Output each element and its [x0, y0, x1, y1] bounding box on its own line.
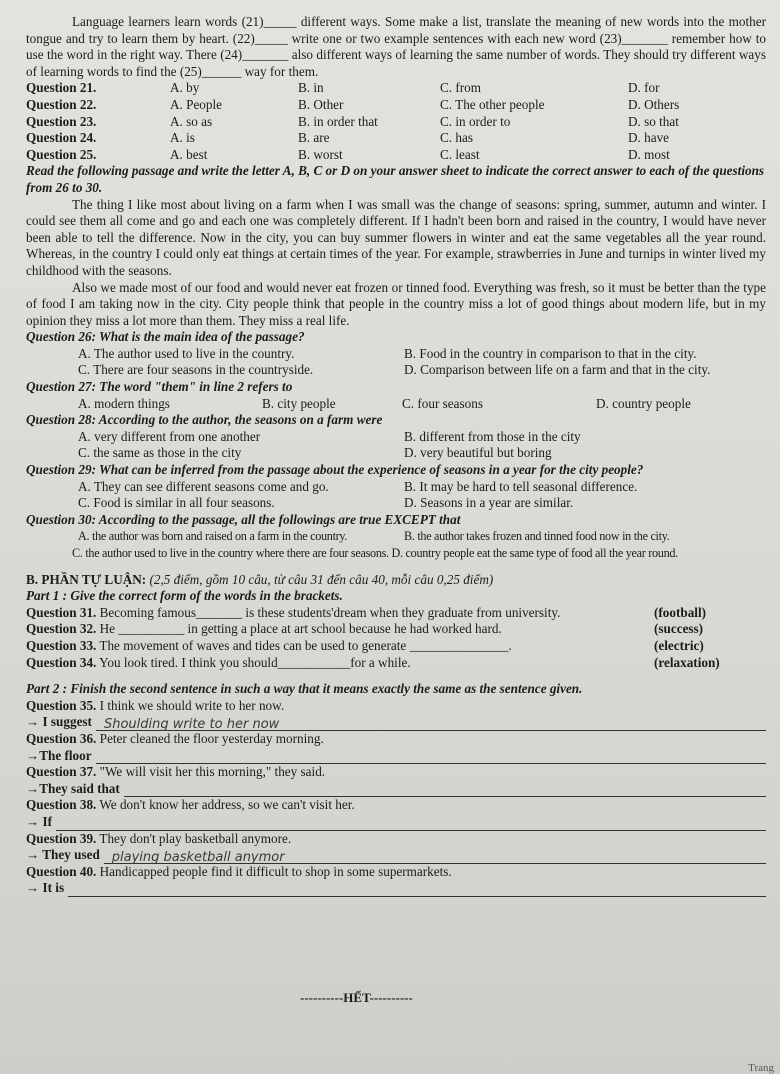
option-d[interactable]: D. Others: [628, 96, 680, 112]
option-d[interactable]: D. so that: [628, 113, 679, 129]
question-text: Handicapped people find it difficult to shop in some supermarkets.: [99, 863, 452, 879]
question-label: Question 33.: [26, 637, 97, 653]
question-label: Question 37.: [26, 764, 97, 780]
mcq-row: [26, 97, 766, 114]
root-word: (electric): [654, 637, 704, 653]
root-word: (success): [654, 621, 704, 637]
question-28-options-row1: [26, 429, 766, 446]
q28-option-b[interactable]: B. different from those in the city: [404, 428, 581, 444]
option-d[interactable]: D. have: [628, 130, 670, 146]
answer-prompt: → It is: [26, 880, 65, 896]
option-a[interactable]: A. so as: [170, 113, 213, 129]
rewrite-question: [26, 764, 766, 781]
mcq-row: [26, 130, 766, 147]
q28-option-d[interactable]: D. very beautiful but boring: [404, 445, 552, 461]
answer-prompt: → I suggest: [26, 714, 92, 730]
word-form-block: [26, 605, 766, 671]
part1-title: Part 1 : Give the correct form of the words in the brackets.: [26, 588, 343, 604]
word-form-question: [26, 655, 654, 672]
question-text: I think we should write to her now.: [99, 697, 285, 713]
answer-input-line[interactable]: [104, 849, 766, 864]
answer-line-row: [26, 814, 766, 831]
spacer: [26, 562, 766, 572]
question-label: Question 36.: [26, 730, 97, 746]
mcq-row: [26, 114, 766, 131]
section-b-note: (2,5 điểm, gồm 10 câu, từ câu 31 đến câu 40, mỗi câu 0,25 điểm): [149, 571, 494, 587]
section-b-heading: [26, 572, 766, 589]
section-b-title: B. PHẦN TỰ LUẬN:: [26, 571, 147, 587]
rewrite-block: [26, 698, 766, 897]
q29-option-a[interactable]: A. They can see different seasons come and go.: [78, 478, 329, 494]
q30-option-b[interactable]: B. the author takes frozen and tinned food now in the city.: [404, 529, 670, 544]
question-28-options-row2: [26, 445, 766, 462]
q26-option-d[interactable]: D. Comparison between life on a farm and that in the city.: [404, 362, 711, 378]
option-a[interactable]: A. is: [170, 130, 195, 146]
option-c[interactable]: C. has: [440, 130, 473, 146]
rewrite-question: [26, 797, 766, 814]
q26-option-a[interactable]: A. The author used to live in the country.: [78, 345, 295, 361]
option-c[interactable]: C. The other people: [440, 96, 545, 112]
question-29-options-row2: [26, 495, 766, 512]
option-b[interactable]: B. Other: [298, 96, 344, 112]
question-label: Question 35.: [26, 697, 97, 713]
q30-option-d[interactable]: D. country people eat the same type of food all the year round.: [391, 546, 678, 560]
passage-paragraph-2: Also we made most of our food and would never eat frozen or tinned food. Everything was fresh, so it must be better than the type of food I am taking now in the city. City people think that people in the country miss a lot of good things about modern life, but in my opinion they miss a lot more than them. They miss a real life.: [26, 279, 766, 328]
question-label: Question 32.: [26, 621, 97, 637]
q26-option-c[interactable]: C. There are four seasons in the countryside.: [78, 362, 314, 378]
mcq-row: [26, 147, 766, 164]
question-29-options-row1: [26, 479, 766, 496]
end-marker: ----------HẾT----------: [300, 990, 413, 1005]
question-26-options-row2: [26, 362, 766, 379]
cloze-passage: Language learners learn words (21)_____ different ways. Some make a list, translate the meaning of new words into the mother tongue and try to learn them by heart. (22)_____ write one or two example sentences with each new word (23)_______ remember how to use the word in the right way. There (24)_______ also different ways of learning the same number of words. They should try different ways of learning words to find the (25)______ way for them.: [26, 14, 766, 79]
option-b[interactable]: B. in order that: [298, 113, 378, 129]
handwritten-answer: Shoulding write to her now: [103, 716, 280, 732]
word-form-row: [26, 638, 766, 655]
option-b[interactable]: B. in: [298, 80, 324, 96]
option-a[interactable]: A. best: [170, 146, 208, 162]
question-text: Becoming famous_______ is these students'dream when they graduate from university.: [99, 604, 561, 620]
answer-prompt: →The floor: [26, 747, 92, 763]
answer-input-line[interactable]: [68, 882, 766, 897]
question-text: "We will visit her this morning," they said.: [99, 764, 326, 780]
option-b[interactable]: B. worst: [298, 146, 343, 162]
word-form-row: [26, 605, 766, 622]
question-text: You look tired. I think you should___________for a while.: [99, 654, 411, 670]
q29-option-d[interactable]: D. Seasons in a year are similar.: [404, 495, 574, 511]
question-26-options-row1: [26, 346, 766, 363]
q27-option-c[interactable]: C. four seasons: [402, 395, 483, 411]
answer-input-line[interactable]: [96, 716, 766, 731]
question-text: Peter cleaned the floor yesterday morning.: [99, 730, 324, 746]
q28-option-c[interactable]: C. the same as those in the city: [78, 445, 242, 461]
question-27-options: [26, 396, 766, 413]
spacer: [26, 671, 766, 681]
question-text: We don't know her address, so we can't visit her.: [99, 797, 355, 813]
word-form-question: [26, 638, 654, 655]
option-c[interactable]: C. least: [440, 146, 480, 162]
option-a[interactable]: A. People: [170, 96, 223, 112]
exam-content: [26, 14, 766, 897]
answer-prompt: → They used: [26, 847, 100, 863]
word-form-question: [26, 605, 654, 622]
question-label: Question 25.: [26, 146, 97, 162]
answer-prompt: →They said that: [26, 780, 120, 796]
answer-input-line[interactable]: [96, 749, 766, 764]
question-label: Question 38.: [26, 797, 97, 813]
question-label: Question 23.: [26, 113, 97, 129]
option-d[interactable]: D. most: [628, 146, 670, 162]
mcq-cloze-block: [26, 80, 766, 163]
answer-line-row: [26, 781, 766, 798]
root-word: (relaxation): [654, 654, 720, 670]
page-number: Trang: [748, 1062, 774, 1074]
question-label: Question 40.: [26, 863, 97, 879]
question-text: He __________ in getting a place at art school because he had worked hard.: [99, 621, 502, 637]
q27-option-b[interactable]: B. city people: [262, 395, 336, 411]
option-c[interactable]: C. in order to: [440, 113, 511, 129]
rewrite-question: [26, 864, 766, 881]
reading-instruction: Read the following passage and write the letter A, B, C or D on your answer sheet to indicate the correct answer to each of the questions from 26 to 30.: [26, 163, 765, 195]
option-a[interactable]: A. by: [170, 80, 200, 96]
word-form-row: [26, 621, 766, 638]
q30-option-c[interactable]: C. the author used to live in the country where there are four seasons.: [72, 546, 389, 560]
q28-option-a[interactable]: A. very different from one another: [78, 428, 261, 444]
mcq-row: [26, 80, 766, 97]
answer-line-row: [26, 880, 766, 897]
question-30-stem: Question 30: According to the passage, all the followings are true EXCEPT that: [26, 511, 461, 527]
question-label: Question 21.: [26, 80, 97, 96]
option-d[interactable]: D. for: [628, 80, 660, 96]
q29-option-c[interactable]: C. Food is similar in all four seasons.: [78, 495, 275, 511]
question-text: The movement of waves and tides can be used to generate _______________.: [99, 637, 512, 653]
q29-option-b[interactable]: B. It may be hard to tell seasonal difference.: [404, 478, 638, 494]
question-30-options-row2: [26, 545, 766, 562]
question-text: They don't play basketball anymore.: [99, 830, 292, 846]
handwritten-answer: playing basketball anymor: [111, 849, 285, 865]
rewrite-question: [26, 731, 766, 748]
rewrite-question: [26, 831, 766, 848]
question-30-options-row1: [26, 528, 766, 545]
question-label: Question 34.: [26, 654, 97, 670]
question-label: Question 39.: [26, 830, 97, 846]
answer-line-row: [26, 748, 766, 765]
answer-line-row: [26, 847, 766, 864]
question-29-stem: Question 29: What can be inferred from the passage about the experience of seasons in a year for the city people?: [26, 462, 644, 478]
answer-prompt: → If: [26, 813, 53, 829]
question-27-stem: Question 27: The word "them" in line 2 refers to: [26, 379, 293, 395]
q27-option-a[interactable]: A. modern things: [78, 395, 170, 411]
q27-option-d[interactable]: D. country people: [596, 395, 691, 411]
answer-input-line[interactable]: [124, 782, 766, 797]
passage-paragraph-1: The thing I like most about living on a farm when I was small was the change of seasons: spring, summer, autumn and winter. I could see them all come and go and each one was completely different. If I hadn't been born and raised in the country, I would have never been able to tell the difference. Now in the city, you can buy summer flowers in winter and eat the same vegetables all the year round. Whereas, in the country I could only eat things at certain times of the year. For example, strawberries in June and turnips in winter lived my childhood with the seasons.: [26, 196, 766, 278]
option-c[interactable]: C. from: [440, 80, 482, 96]
word-form-question: [26, 621, 654, 638]
question-label: Question 22.: [26, 96, 97, 112]
word-form-row: [26, 655, 766, 672]
question-label: Question 24.: [26, 130, 97, 146]
answer-line-row: [26, 714, 766, 731]
q26-option-b[interactable]: B. Food in the country in comparison to that in the city.: [404, 345, 697, 361]
q30-option-a[interactable]: A. the author was born and raised on a farm in the country.: [78, 529, 348, 544]
question-28-stem: Question 28: According to the author, the seasons on a farm were: [26, 412, 383, 428]
part2-title: Part 2 : Finish the second sentence in such a way that it means exactly the same as the sentence given.: [26, 681, 583, 697]
option-b[interactable]: B. are: [298, 130, 330, 146]
answer-input-line[interactable]: [56, 816, 766, 831]
question-label: Question 31.: [26, 604, 97, 620]
root-word: (football): [654, 604, 707, 620]
rewrite-question: [26, 698, 766, 715]
question-26-stem: Question 26: What is the main idea of the passage?: [26, 329, 305, 345]
